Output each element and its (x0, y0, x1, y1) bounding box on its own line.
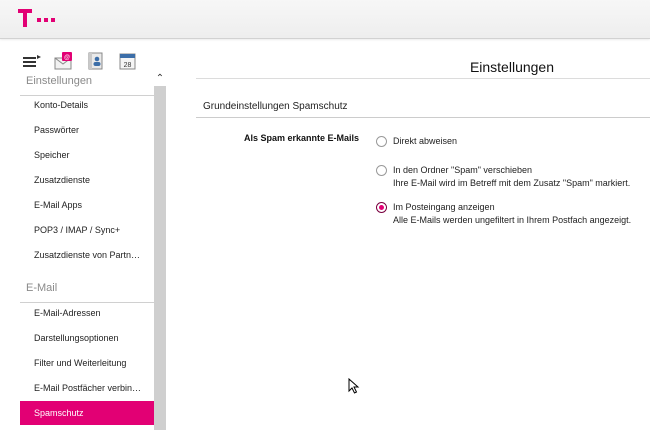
option-posteingang-description: Alle E-Mails werden ungefiltert in Ihrem Postfach angezeigt. (393, 215, 632, 225)
sidebar-item-email-apps[interactable]: E-Mail Apps (34, 200, 83, 210)
title-divider (196, 78, 650, 79)
calendar-day: 28 (123, 62, 132, 69)
option-posteingang-label[interactable]: Im Posteingang anzeigen (393, 202, 495, 212)
telekom-logo[interactable] (18, 5, 58, 31)
sidebar-item-spamschutz[interactable]: Spamschutz (20, 401, 154, 425)
option-spam-ordner-description: Ihre E-Mail wird im Betreff mit dem Zusatz "Spam" markiert. (393, 178, 631, 188)
logo-dot (37, 18, 41, 22)
option-direkt-abweisen-label[interactable]: Direkt abweisen (393, 136, 458, 146)
option-spam-ordner-label[interactable]: In den Ordner "Spam" verschieben (393, 165, 532, 175)
section-title: Grundeinstellungen Spamschutz (203, 101, 348, 112)
spam-option-label: Als Spam erkannte E-Mails (243, 133, 359, 143)
sidebar-heading-email: E-Mail (20, 279, 154, 303)
contacts-icon[interactable] (86, 52, 106, 70)
settings-sidebar (20, 72, 166, 430)
app-toolbar (0, 48, 170, 74)
logo-dot (51, 18, 55, 22)
scroll-up-icon[interactable]: ⌃ (155, 73, 165, 84)
calendar-icon[interactable] (118, 52, 138, 70)
sidebar-item-speicher[interactable]: Speicher (34, 150, 70, 160)
svg-text:@: @ (63, 55, 71, 61)
radio-direkt-abweisen[interactable] (376, 136, 387, 147)
section-divider (196, 117, 650, 118)
sidebar-item-email-adressen[interactable]: E-Mail-Adressen (34, 308, 101, 318)
sidebar-scrollbar[interactable] (154, 72, 166, 430)
sidebar-item-postfaecher-verbinden[interactable]: E-Mail Postfächer verbin… (34, 383, 142, 393)
sidebar-item-passwoerter[interactable]: Passwörter (34, 125, 80, 135)
sidebar-item-konto-details[interactable]: Konto-Details (34, 100, 89, 110)
sidebar-item-zusatzdienste-partner[interactable]: Zusatzdienste von Partn… (34, 250, 141, 260)
page-title: Einstellungen (469, 59, 554, 75)
sidebar-item-pop3-imap-sync[interactable]: POP3 / IMAP / Sync+ (34, 225, 121, 235)
sidebar-heading-einstellungen: Einstellungen (20, 72, 154, 96)
top-header (0, 0, 650, 39)
sidebar-item-darstellungsoptionen[interactable]: Darstellungsoptionen (34, 333, 119, 343)
sidebar-item-zusatzdienste[interactable]: Zusatzdienste (34, 175, 91, 185)
mouse-cursor-icon (348, 378, 360, 394)
logo-dot (44, 18, 48, 22)
sidebar-item-filter-weiterleitung[interactable]: Filter und Weiterleitung (34, 358, 127, 368)
menu-icon[interactable] (22, 52, 42, 70)
radio-spam-ordner[interactable] (376, 165, 387, 176)
mail-icon[interactable] (54, 52, 74, 70)
radio-posteingang-anzeigen[interactable] (376, 202, 387, 213)
logo-t-stem (23, 9, 27, 27)
